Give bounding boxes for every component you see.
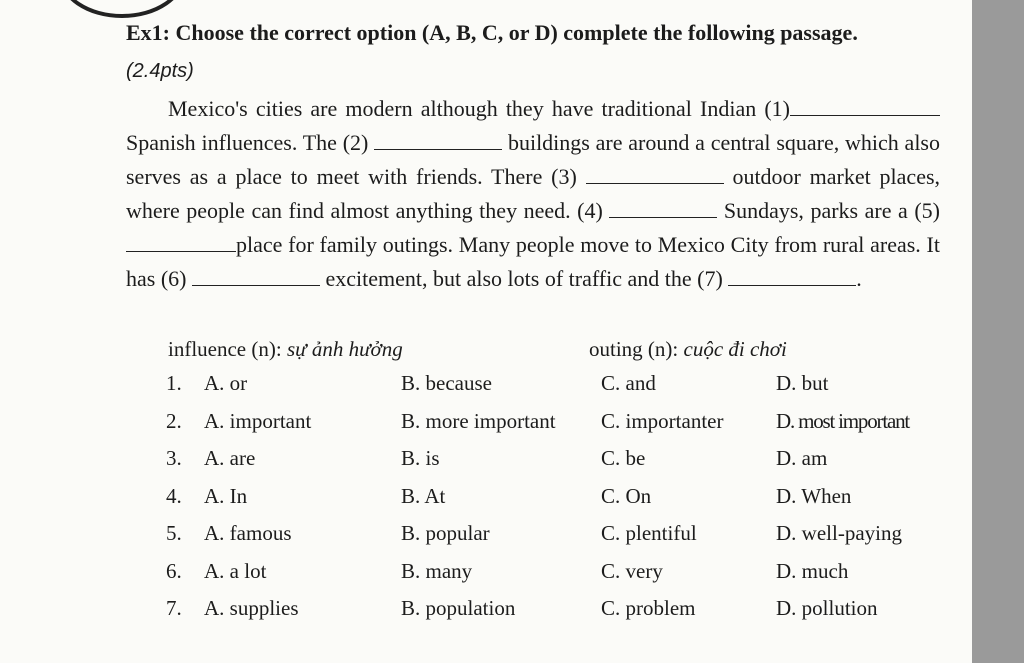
question-row-7 xyxy=(160,594,960,632)
option-c[interactable]: C. problem xyxy=(601,596,696,620)
option-a[interactable]: A. important xyxy=(204,408,312,433)
option-d[interactable]: D. most important xyxy=(776,408,910,433)
background-edge xyxy=(972,0,1024,663)
decorative-circle xyxy=(58,0,186,18)
passage-text: Sundays, parks are a (5) xyxy=(723,198,940,223)
option-d[interactable]: D. much xyxy=(776,558,849,583)
option-b[interactable]: B. because xyxy=(401,371,492,395)
option-b[interactable]: B. At xyxy=(401,483,446,508)
option-a[interactable]: A. a lot xyxy=(204,558,267,583)
blank-label-1: (1) xyxy=(764,96,790,121)
exercise-points: (2.4pts) xyxy=(126,60,194,82)
passage-text: outdoor market places, where people can find almost anything they need. (4) xyxy=(126,164,941,223)
option-a[interactable]: A. are xyxy=(204,446,256,470)
question-number: 2. xyxy=(166,408,182,433)
option-c[interactable]: C. importanter xyxy=(601,408,724,433)
question-number: 7. xyxy=(166,596,182,620)
answer-blank-1 xyxy=(790,101,940,116)
vocab-influence: influence (n): sự ảnh hưởng xyxy=(168,337,403,361)
answer-blank-6 xyxy=(192,271,320,286)
option-b[interactable]: B. population xyxy=(401,596,516,620)
passage-text: Spanish influences. The (2) xyxy=(126,130,369,155)
question-number: 4. xyxy=(166,483,182,508)
reading-passage xyxy=(126,92,940,296)
option-d[interactable]: D. pollution xyxy=(776,596,878,620)
option-c[interactable]: C. On xyxy=(601,483,652,508)
exercise-title: Ex1: Choose the correct option (A, B, C, or D) complete the following passage. xyxy=(126,20,858,45)
option-d[interactable]: D. but xyxy=(776,371,829,395)
passage-text: Mexico's cities are modern although they have traditional Indian xyxy=(168,96,757,121)
question-row-2 xyxy=(160,407,960,445)
passage-text: excitement, but also lots of traffic and the (7) xyxy=(325,266,723,291)
question-row-6 xyxy=(160,557,960,595)
passage-text: buildings are around a central square, which also serves as a place to meet with friends. There (3) xyxy=(126,130,940,189)
option-a[interactable]: A. In xyxy=(204,483,248,508)
passage-text: . xyxy=(856,266,862,291)
passage-text: place for family outings. Many people move to Mexico City from rural areas. It has (6) xyxy=(126,232,940,291)
question-number: 5. xyxy=(166,521,182,545)
answer-blank-7 xyxy=(728,271,856,286)
question-number: 3. xyxy=(166,446,182,470)
answer-blank-3 xyxy=(586,169,724,184)
option-d[interactable]: D. am xyxy=(776,446,828,470)
vocab-outing: outing (n): cuộc đi chơi xyxy=(589,337,787,361)
option-c[interactable]: C. plentiful xyxy=(601,521,697,545)
answer-blank-5 xyxy=(126,237,236,252)
answer-blank-2 xyxy=(374,135,502,150)
option-a[interactable]: A. famous xyxy=(204,521,292,545)
question-row-5 xyxy=(160,519,960,557)
option-b[interactable]: B. more important xyxy=(401,408,556,433)
option-a[interactable]: A. supplies xyxy=(204,596,299,620)
option-c[interactable]: C. be xyxy=(601,446,646,470)
question-row-1 xyxy=(160,369,960,407)
option-c[interactable]: C. and xyxy=(601,371,656,395)
answer-options xyxy=(160,369,960,632)
option-b[interactable]: B. popular xyxy=(401,521,490,545)
answer-blank-4 xyxy=(609,203,717,218)
option-a[interactable]: A. or xyxy=(204,371,248,395)
question-row-4 xyxy=(160,482,960,520)
question-number: 6. xyxy=(166,558,182,583)
option-b[interactable]: B. is xyxy=(401,446,440,470)
option-d[interactable]: D. well-paying xyxy=(776,521,902,545)
question-row-3 xyxy=(160,444,960,482)
question-number: 1. xyxy=(166,371,182,395)
option-c[interactable]: C. very xyxy=(601,558,663,583)
option-b[interactable]: B. many xyxy=(401,558,473,583)
option-d[interactable]: D. When xyxy=(776,483,852,508)
